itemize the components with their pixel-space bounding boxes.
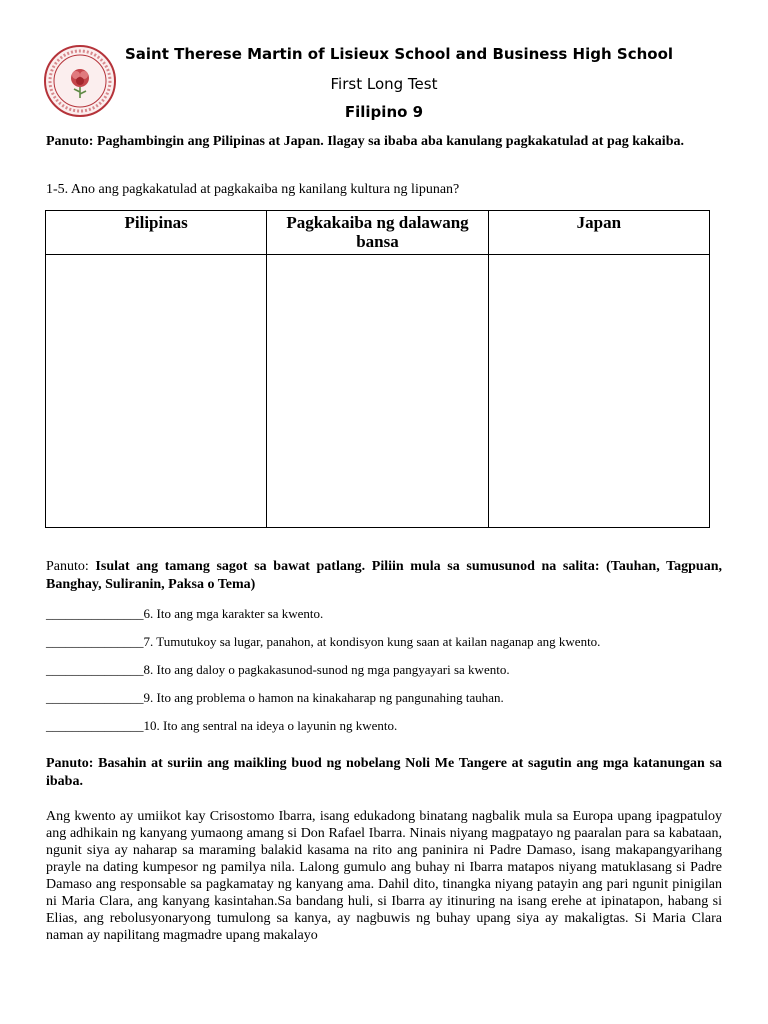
section3-instruction: Panuto: Basahin at suriin ang maikling buod ng nobelang Noli Me Tangere at sagutin ang mga katanungan sa ibaba. <box>46 756 722 789</box>
test-title: First Long Test <box>330 75 438 93</box>
question-text: 10. Ito ang sentral na ideya o layunin ng kwento. <box>143 718 398 733</box>
question-item <box>46 690 504 706</box>
story-paragraph: Ang kwento ay umiikot kay Crisostomo Ibarra, isang edukadong binatang nagbalik mula sa Europa upang ipagpatuloy ang adhikain ng kanyang yumaong amang si Don Rafael Ibarra. Ninais niyang magpatayo ng paaralan para sa kabataan, ngunit siya ay naharap sa maraming balakid kasama na rito ang paninira ni Padre Damaso, isang makapangyarihang prayle na dating kumpesor ng pamilya nila. Lalong gumulo ang buhay ni Ibarra matapos niyang matuklasang si Padre Damaso ang responsable sa pagkamatay ng kanyang ama. Dahil dito, tinangka niyang patayin ang pari ngunit pinigilan ni Maria Clara, ang kanyang kasintahan.Sa bandang huli, si Ibarra ay itinuring na isang erehe at ipinatapon, habang si Elias, ang rebolusyonaryong tumulong sa kanya, ay nagbuwis ng buhay upang siya ay makaligtas. Si Maria Clara naman ay napilitang magmadre upang makalayo <box>46 809 722 943</box>
answer-blank[interactable]: _______________ <box>46 606 144 621</box>
question-item <box>46 606 323 622</box>
table-header-pagkakaiba: Pagkakaiba ng dalawang bansa <box>267 211 488 255</box>
section2-instruction-text: Isulat ang tamang sagot sa bawat patlang. Piliin mula sa sumusunod na salita: (Tauhan, Tagpuan, Banghay, Suliranin, Paksa o Tema) <box>46 559 722 592</box>
answer-blank[interactable]: _______________ <box>46 634 144 649</box>
question-text: 9. Ito ang problema o hamon na kinakaharap ng pangunahing tauhan. <box>143 690 504 705</box>
section2-instruction <box>46 558 722 594</box>
question-text: 7. Tumutukoy sa lugar, panahon, at kondisyon kung saan at kailan naganap ang kwento. <box>143 634 601 649</box>
comparison-table <box>45 210 710 528</box>
answer-cell-japan[interactable] <box>488 255 709 528</box>
table-header-japan: Japan <box>488 211 709 255</box>
question-item <box>46 718 397 734</box>
section1-instruction: Panuto: Paghambingin ang Pilipinas at Japan. Ilagay sa ibaba aba kanulang pagkakatulad at pag kakaiba. <box>46 134 684 149</box>
subject-title: Filipino 9 <box>344 103 424 121</box>
answer-blank[interactable]: _______________ <box>46 718 144 733</box>
question-text: 6. Ito ang mga karakter sa kwento. <box>143 606 324 621</box>
question-text: 8. Ito ang daloy o pagkakasunod-sunod ng mga pangyayari sa kwento. <box>143 662 510 677</box>
question-item <box>46 634 600 650</box>
answer-blank[interactable]: _______________ <box>46 690 144 705</box>
answer-blank[interactable]: _______________ <box>46 662 144 677</box>
section2-instruction-label: Panuto: <box>46 559 89 574</box>
table-header-pilipinas: Pilipinas <box>46 211 267 255</box>
section1-question: 1-5. Ano ang pagkakatulad at pagkakaiba ng kanilang kultura ng lipunan? <box>46 182 460 197</box>
question-item <box>46 662 510 678</box>
answer-cell-pagkakaiba[interactable] <box>267 255 488 528</box>
answer-cell-pilipinas[interactable] <box>46 255 267 528</box>
school-name: Saint Therese Martin of Lisieux School and Business High School <box>124 45 674 63</box>
